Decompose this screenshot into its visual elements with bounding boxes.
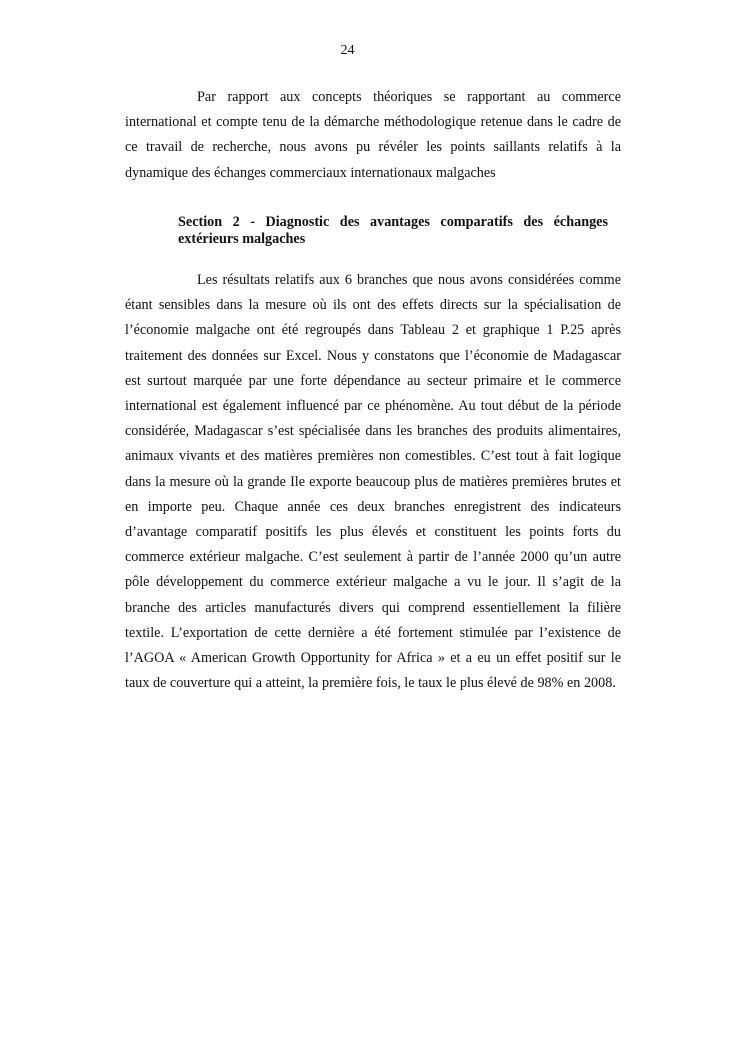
section-heading: Section 2 - Diagnostic des avantages comparatifs des échanges extérieurs malgaches xyxy=(178,214,608,247)
page-number: 24 xyxy=(340,43,355,58)
intro-paragraph: Par rapport aux concepts théoriques se rapportant au commerce international et compte tenu de la démarche méthodologique retenue dans le cadre de ce travail de recherche, nous avons pu révéler les points saillants relatifs à la dynamique des échanges commerciaux internationaux malgaches xyxy=(125,89,621,181)
body-paragraph: Les résultats relatifs aux 6 branches que nous avons considérées comme étant sensibles dans la mesure où ils ont des effets directs sur la spécialisation de l’économie malgache ont été regroupés dans Tableau 2 et graphique 1 P.25 après traitement des données sur Excel. Nous y constatons que l’économie de Madagascar est surtout marquée par une forte dépendance au secteur primaire et le commerce international est également influencé par ce phénomène. Au tout début de la période considérée, Madagascar s’est spécialisée dans les branches des produits alimentaires, animaux vivants et des matières premières non comestibles. C’est tout à fait logique dans la mesure où la grande Ile exporte beaucoup plus de matières premières brutes et en importe peu. Chaque année ces deux branches enregistrent des indicateurs d’avantage comparatif positifs les plus élevés et constituent les points forts du commerce extérieur malgache. C’est seulement à partir de l’année 2000 qu’un autre pôle développement du commerce extérieur malgache a vu le jour. Il s’agit de la branche des articles manufacturés divers qui comprend essentiellement la filière textile. L’exportation de cette dernière a été fortement stimulée par l’existence de l’AGOA « American Growth Opportunity for Africa » et a eu un effet positif sur le taux de couverture qui a atteint, la première fois, le taux le plus élevé de 98% en 2008. xyxy=(125,272,621,692)
